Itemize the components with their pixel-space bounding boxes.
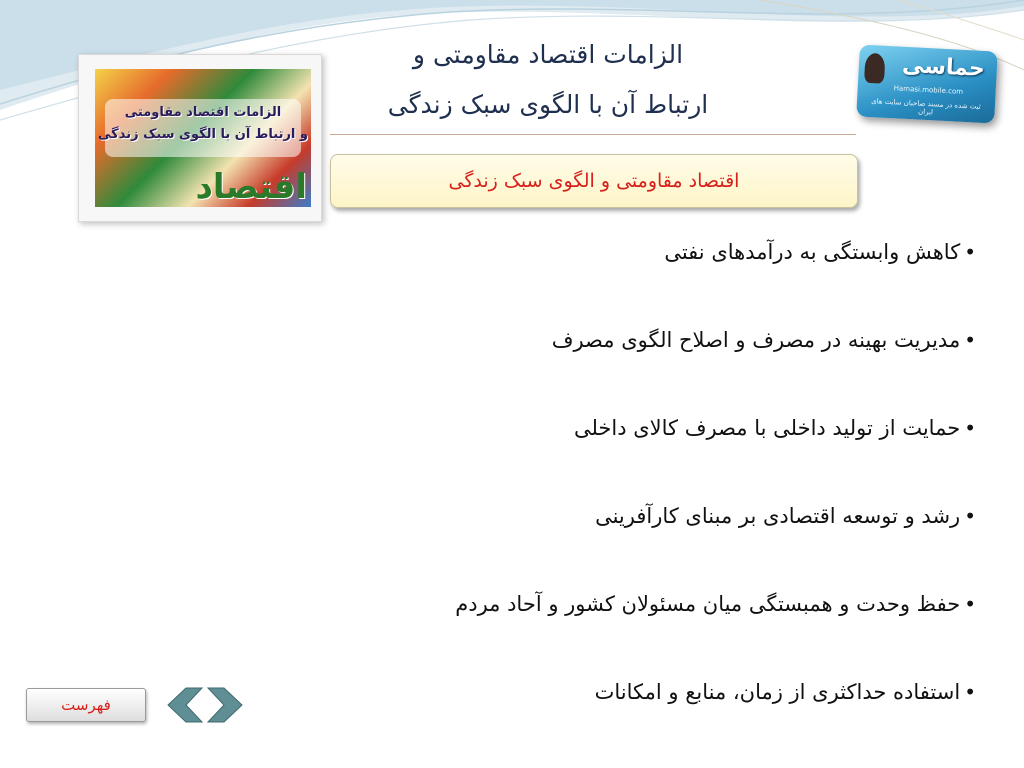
chevron-right-icon[interactable] <box>208 688 242 722</box>
bullet-text: رشد و توسعه اقتصادی بر مبنای کارآفرینی <box>595 504 961 528</box>
bullet-dot: • <box>964 328 976 352</box>
logo-url: Hamasi.mobile.com <box>893 84 964 96</box>
logo-tagline: ثبت شده در مسند صاحبان سایت های ایران <box>870 97 981 117</box>
thumbnail-image-frame <box>78 54 322 222</box>
bullet-dot: • <box>964 240 976 264</box>
bullet-item <box>336 504 976 528</box>
bullet-text: حمایت از تولید داخلی با مصرف کالای داخلی <box>573 416 961 440</box>
title-divider <box>330 134 856 135</box>
bullet-item <box>336 592 976 616</box>
bullet-item <box>336 416 976 440</box>
bullet-item <box>336 680 976 704</box>
thumbnail-big-word: اقتصاد <box>195 167 307 207</box>
bullet-text: مدیریت بهینه در مصرف و اصلاح الگوی مصرف <box>551 328 961 352</box>
thumbnail-text-line1: الزامات اقتصاد مقاومتی <box>124 105 282 120</box>
slide-title-line1: الزامات اقتصاد مقاومتی و <box>412 40 684 69</box>
subtitle-box <box>330 154 858 208</box>
bullet-text: کاهش وابستگی به درآمدهای نفتی <box>664 240 961 264</box>
bullet-dot: • <box>964 504 976 528</box>
nav-arrows <box>166 686 244 724</box>
bullet-text: حفظ وحدت و همبستگی میان مسئولان کشور و آحاد مردم <box>455 592 961 616</box>
bullet-item <box>336 240 976 264</box>
logo-figure-icon <box>864 53 886 84</box>
bullet-item <box>336 328 976 352</box>
chevron-left-icon[interactable] <box>168 688 202 722</box>
subtitle-text: اقتصاد مقاومتی و الگوی سبک زندگی <box>448 170 740 192</box>
index-button[interactable] <box>26 688 146 722</box>
bullet-dot: • <box>964 680 976 704</box>
bullet-dot: • <box>964 592 976 616</box>
slide-title-line2: ارتباط آن با الگوی سبک زندگی <box>387 90 709 119</box>
bullet-dot: • <box>964 416 976 440</box>
thumbnail-image <box>95 69 311 207</box>
logo-name: حماسی <box>901 52 986 82</box>
thumbnail-text-line2: و ارتباط آن با الگوی سبک زندگی <box>97 127 308 142</box>
bullet-text: استفاده حداکثری از زمان، منابع و امکانات <box>594 680 961 704</box>
site-logo <box>856 44 998 123</box>
index-button-label: فهرست <box>61 696 111 714</box>
